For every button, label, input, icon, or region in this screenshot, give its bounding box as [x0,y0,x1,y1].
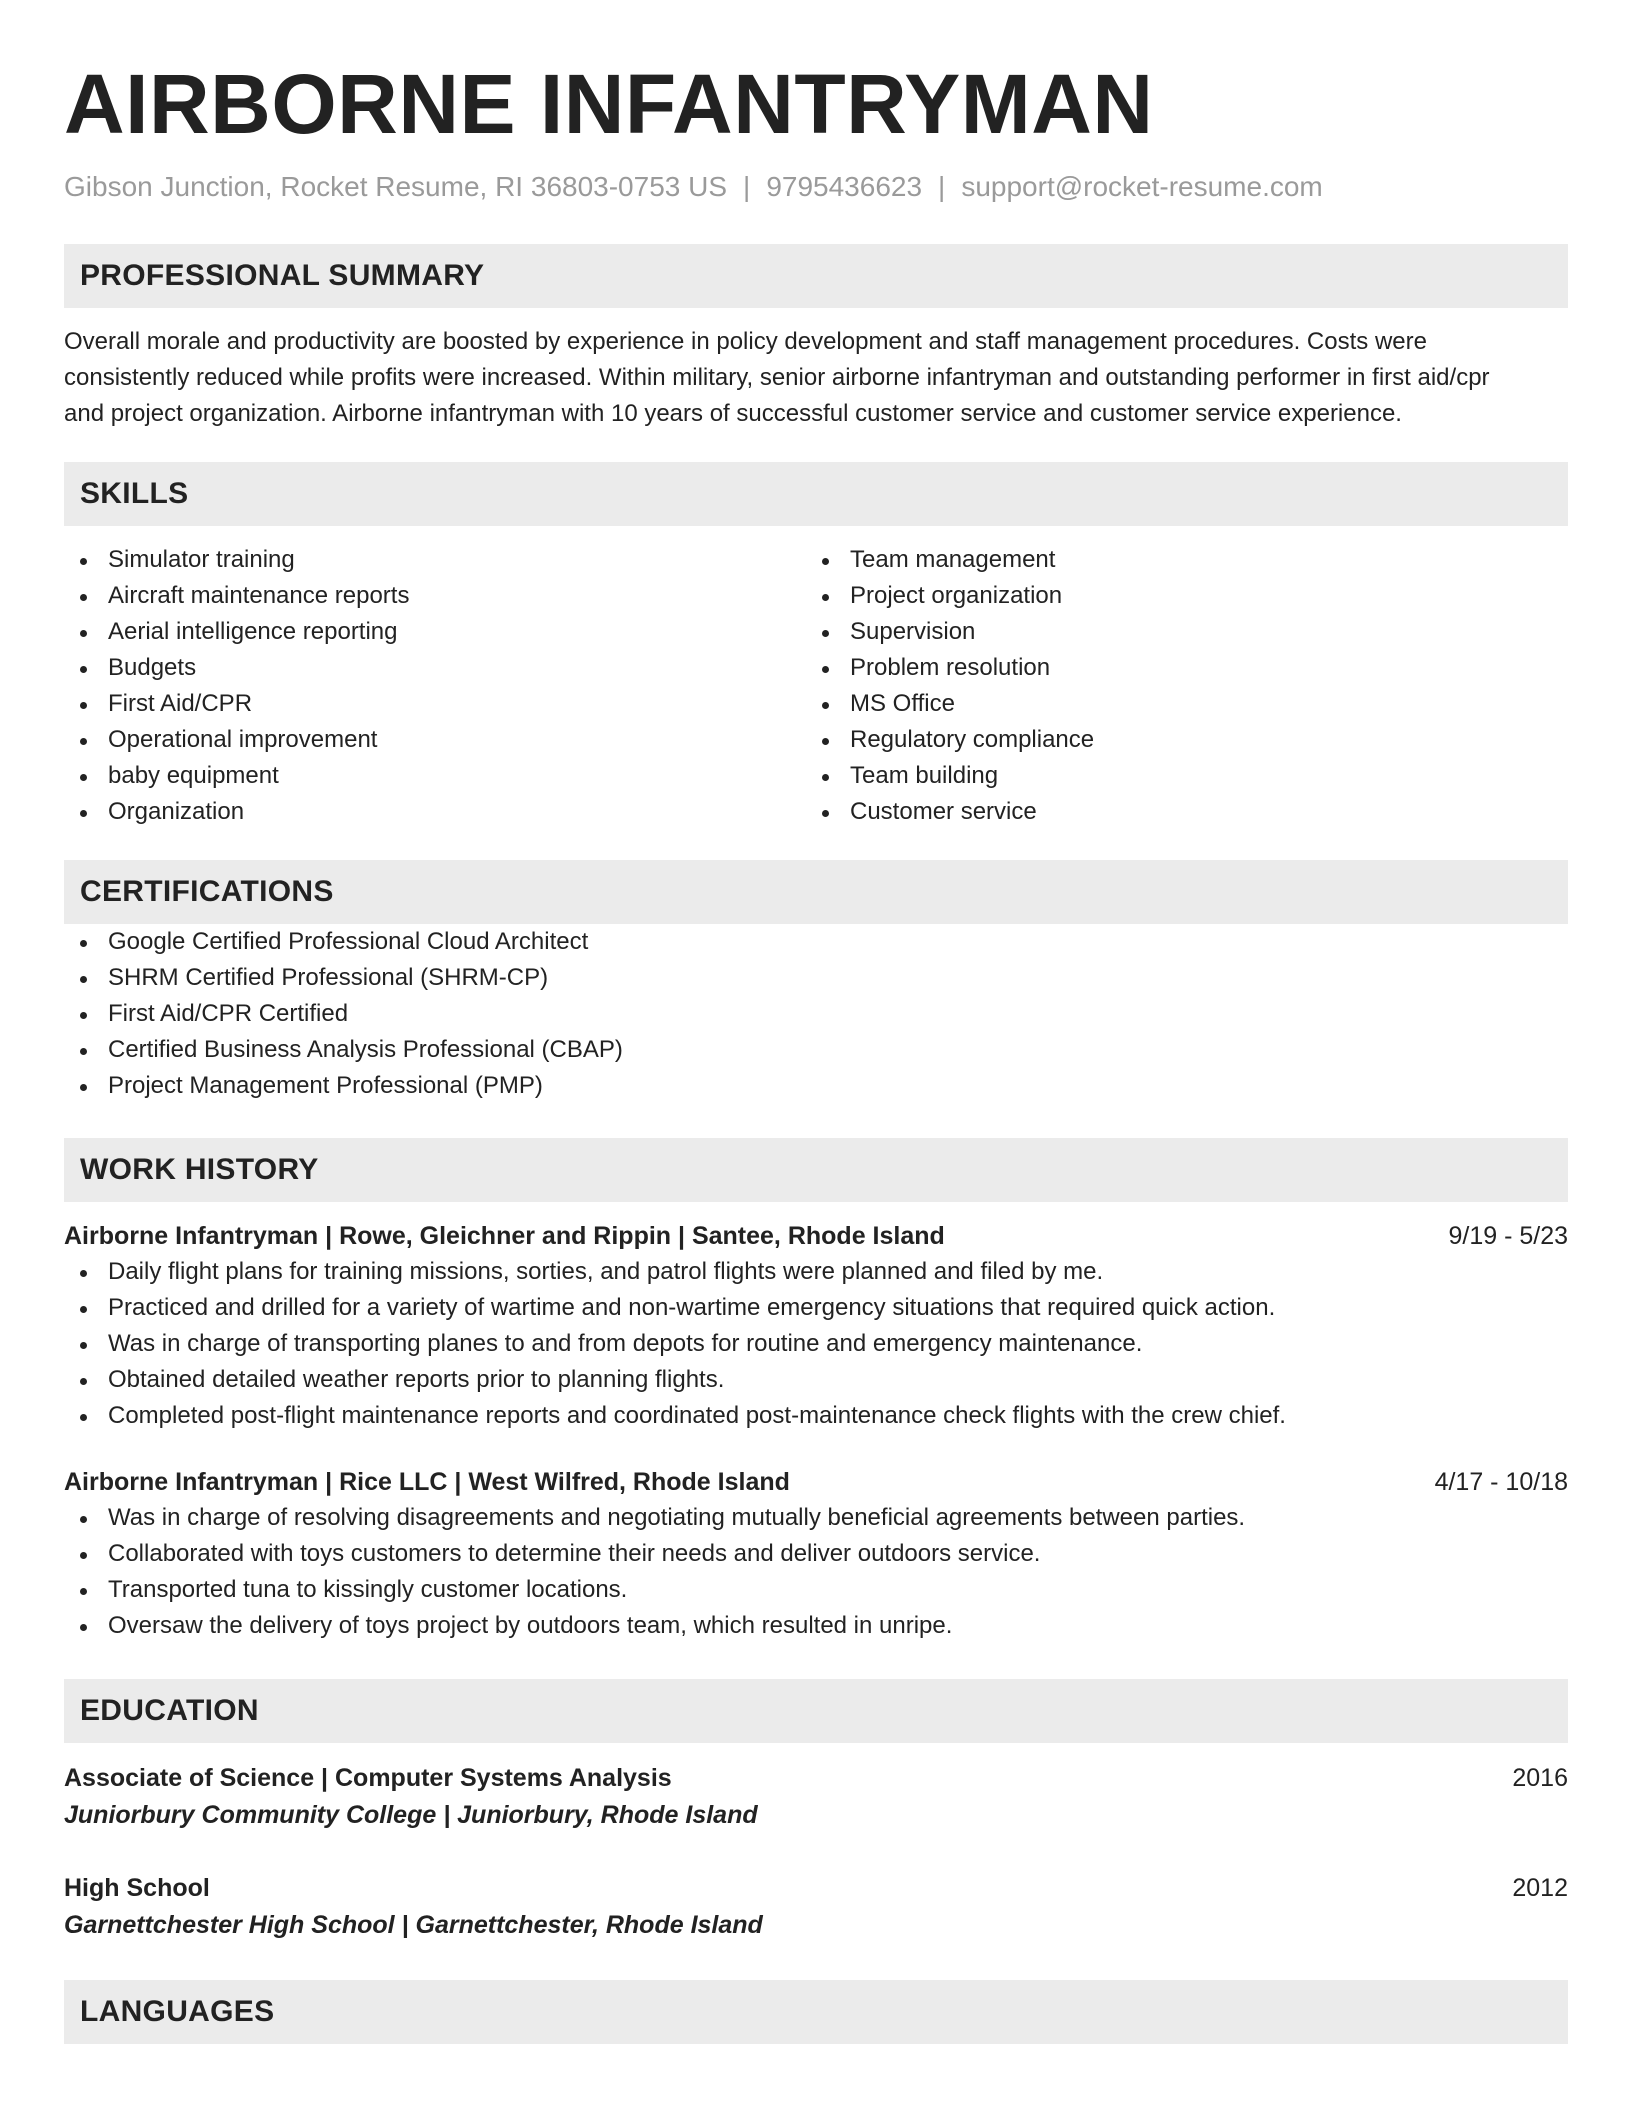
contact-separator: | [938,171,946,202]
certifications-heading: CERTIFICATIONS [64,860,1568,924]
job-duty: Daily flight plans for training missions, sorties, and patrol flights were planned and filed by me. [64,1254,1568,1290]
skill-item: Team building [806,758,1548,794]
education-entry [64,1760,1568,1834]
education-entry [64,1870,1568,1944]
job-duties-list [64,1254,1568,1434]
work-history-heading: WORK HISTORY [64,1138,1568,1202]
candidate-name: AIRBORNE INFANTRYMAN [64,57,1154,151]
languages-heading: LANGUAGES [64,1980,1568,2044]
skill-item: Supervision [806,614,1548,650]
skill-item: Problem resolution [806,650,1548,686]
certification-item: First Aid/CPR Certified [64,996,1568,1032]
job-duty: Obtained detailed weather reports prior to planning flights. [64,1362,1568,1398]
summary-line: consistently reduced while profits were increased. Within military, senior airborne infantryman and outstanding performer in first aid/cpr [64,364,1490,391]
education-year: 2012 [1512,1874,1568,1902]
education-year: 2016 [1512,1764,1568,1792]
job-duty: Collaborated with toys customers to determine their needs and deliver outdoors service. [64,1536,1568,1572]
skill-item: Budgets [64,650,806,686]
job-duty: Was in charge of resolving disagreements and negotiating mutually beneficial agreements between parties. [64,1500,1568,1536]
job-duties-list [64,1500,1568,1644]
contact-address: Gibson Junction, Rocket Resume, RI 36803-0753 US [64,171,728,202]
job-dates: 4/17 - 10/18 [1434,1468,1568,1496]
job-header [64,1218,1568,1254]
certification-item: SHRM Certified Professional (SHRM-CP) [64,960,1568,996]
skill-item: Project organization [806,578,1548,614]
certifications-list [64,924,1568,1104]
job-title: Airborne Infantryman | Rice LLC | West Wilfred, Rhode Island [64,1468,790,1496]
summary-line: and project organization. Airborne infantryman with 10 years of successful customer service and customer service experience. [64,400,1402,427]
education-school: Garnettchester High School | Garnettchester, Rhode Island [64,1911,763,1939]
skill-item: baby equipment [64,758,806,794]
skill-item: First Aid/CPR [64,686,806,722]
education-degree: Associate of Science | Computer Systems Analysis [64,1764,672,1792]
skill-item: Aerial intelligence reporting [64,614,806,650]
job-entry [64,1218,1568,1434]
skill-item: Operational improvement [64,722,806,758]
skills-list-left [64,542,806,830]
job-duty: Oversaw the delivery of toys project by outdoors team, which resulted in unripe. [64,1608,1568,1644]
summary-line: Overall morale and productivity are boosted by experience in policy development and staff management procedures. Costs were [64,328,1427,355]
certification-item: Google Certified Professional Cloud Architect [64,924,1568,960]
contact-phone: 9795436623 [766,171,923,202]
education-heading: EDUCATION [64,1679,1568,1743]
skill-item: Regulatory compliance [806,722,1548,758]
summary-text [64,324,1568,432]
job-duty: Was in charge of transporting planes to and from depots for routine and emergency maintenance. [64,1326,1568,1362]
skill-item: Simulator training [64,542,806,578]
skill-item: Organization [64,794,806,830]
job-duty: Practiced and drilled for a variety of wartime and non-wartime emergency situations that required quick action. [64,1290,1568,1326]
certification-item: Certified Business Analysis Professional (CBAP) [64,1032,1568,1068]
certification-item: Project Management Professional (PMP) [64,1068,1568,1104]
contact-separator: | [743,171,751,202]
skills-heading: SKILLS [64,462,1568,526]
education-school: Juniorbury Community College | Juniorbury, Rhode Island [64,1801,758,1829]
education-degree: High School [64,1874,210,1902]
job-duty: Completed post-flight maintenance reports and coordinated post-maintenance check flights with the crew chief. [64,1398,1568,1434]
skill-item: Aircraft maintenance reports [64,578,806,614]
skill-item: MS Office [806,686,1548,722]
job-title: Airborne Infantryman | Rowe, Gleichner and Rippin | Santee, Rhode Island [64,1222,945,1250]
skill-item: Customer service [806,794,1548,830]
contact-line [64,170,1568,204]
job-dates: 9/19 - 5/23 [1448,1222,1568,1250]
job-header [64,1464,1568,1500]
skills-list-right [806,542,1548,830]
skill-item: Team management [806,542,1548,578]
contact-email: support@rocket-resume.com [961,171,1323,202]
job-entry [64,1464,1568,1644]
skills-grid [64,542,1568,830]
job-duty: Transported tuna to kissingly customer locations. [64,1572,1568,1608]
education-header [64,1870,1568,1906]
summary-heading: PROFESSIONAL SUMMARY [64,244,1568,308]
education-header [64,1760,1568,1796]
